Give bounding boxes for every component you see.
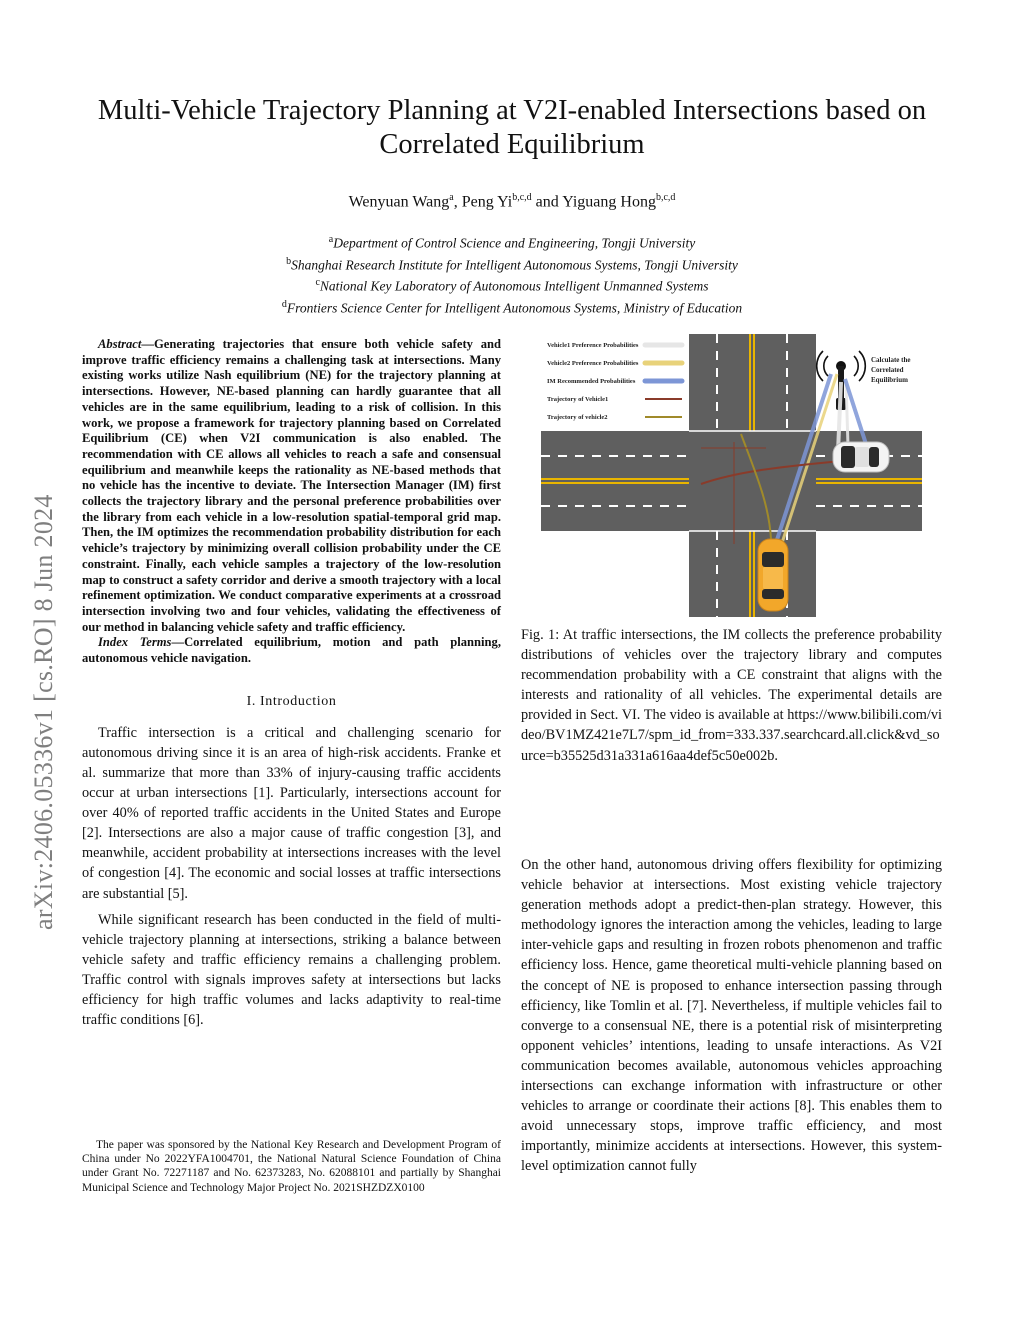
affiliation-sup: a [328,234,334,245]
affiliation-text: Frontiers Science Center for Intelligent Autonomous Systems, Ministry of Education [286,300,743,316]
author-sup: b,c,d [512,192,532,203]
author-sup: a [449,192,454,203]
affiliation-sup: b [286,255,292,267]
funding-footnote: The paper was sponsored by the National Key Research and Development Program of China under No 2022YFA1004701, the National Natural Science Foundation of China under Grant No. 72271187 and No. 62373283, No. 62088101 and partially by Shanghai Municipal Science and Technology Major Project No. 2021SHZDZX0100 [82,1139,501,1194]
affiliation-text: Department of Control Science and Engineering, Tongji University [333,235,696,251]
left-column [82,337,501,1036]
legend-item-traj1: Trajectory of Vehicle1 [547,396,609,403]
affiliation-line [70,274,954,296]
intersection-illustration [541,334,922,617]
legend-item-traj2: Trajectory of vehicle2 [547,414,608,421]
right-column-body [521,855,942,1177]
abstract [82,337,501,635]
legend-item-vehicle1-pref: Vehicle1 Preference Probabilities [547,342,639,349]
index-terms-label: Index Terms [98,635,172,650]
intro-paragraph-3: On the other hand, autonomous driving offers flexibility for optimizing vehicle behavior at intersections. Most existing vehicle trajectory generation methods adopt a predict-then-plan strategy. However, this methodology ignores the interaction among the vehicles, leading to large inter-vehicle gaps and resulting in frozen robots phenomenon and traffic efficiency loss. Hence, game theoretical multi-vehicle planning based on the concept of NE is proposed to enhance intersection passing through efficiency, like Tomlin et al. [7]. Nevertheless, if multiple vehicles fail to converge to a consensual NE, there is a potential risk of misinterpreting opponent vehicles’ intentions, leading to unsafe interactions. As V2I communication becomes available, autonomous vehicles approaching intersections can exchange information with infrastructure or other vehicles to arrange or coordinate their actions [8]. This enables them to avoid unnecessary stops, improve traffic efficiency, and most importantly, minimize accidents at intersections. However, this system-level optimization cannot fully [521,857,942,1175]
author-list [70,192,954,211]
caption-video-link[interactable]: https://www.bilibili.com/video/BV1MZ421e7L7/spm_id_from=333.337.searchcard.all.click&vd_source=b35525d31a331a616aa4def5c50e002b. [521,707,942,764]
affiliation-sup: d [281,299,287,311]
index-terms [82,635,501,666]
abstract-label: Abstract [98,337,142,351]
author-name: Wenyuan Wang [348,193,450,211]
affiliations [70,231,954,318]
arxiv-stamp: arXiv:2406.05336v1 [cs.RO] 8 Jun 2024 [29,494,58,930]
section-heading: I. Introduction [246,693,337,709]
vehicle-2-icon [758,539,788,611]
intro-paragraph-2: While significant research has been conducted in the field of multi-vehicle trajectory planning at intersections, striking a balance between vehicle safety and traffic efficiency remains a challenging problem. Traffic control with signals improves safety at intersections but lacks efficiency for high traffic volumes and lacks adaptivity to real-time traffic conditions [6]. [82,911,501,1029]
index-terms-text: —Correlated equilibrium, motion and path planning, autonomous vehicle navigation. [82,635,501,666]
paper-title: Multi-Vehicle Trajectory Planning at V2I-enabled Intersections based on Correlated Equilibrium [97,95,927,160]
callout-line: Equilibrium [871,376,908,384]
caption-text: Fig. 1: At traffic intersections, the IM collects the preference probability distributions of vehicles over the trajectory library and computes recommendation probability with a CE constraint that aligns with the interests and rationality of all vehicles. The experimental details are provided in Sect. VI. The video is available at [521,627,942,724]
intro-paragraph-1: Traffic intersection is a critical and challenging scenario for autonomous driving since it is an area of high-risk accidents. Franke et al. summarize that more than 33% of injury-causing traffic accidents occur at urban intersections [1]. Particularly, intersections account for over 40% of reported traffic accidents in the United States and Europe [2]. Intersections are also a major cause of traffic congestion [3], and meanwhile, accident probability at intersections increases with the level of congestion [4]. The economic and social losses at traffic intersections are substantial [5]. [82,724,501,902]
callout-line: Calculate the [871,356,911,364]
callout-line: Correlated [871,366,904,374]
author-sup: b,c,d [655,192,676,203]
figure-caption [521,625,942,766]
figure-intersection [541,334,922,617]
affiliation-text: Shanghai Research Institute for Intelligent Autonomous Systems, Tongji University [291,257,738,273]
affiliation-line [70,231,954,253]
abstract-text: —Generating trajectories that ensure both vehicle safety and improve traffic efficiency remains a challenging task at intersections. Many existing works utilize Nash equilibrium (NE) for the trajectory planning at intersections. However, NE-based planning can hardly guarantee that all vehicles are in the same equilibrium, leading to a risk of collision. In this work, we propose a framework for trajectory planning based on Correlated Equilibrium (CE) when V2I communication is also enabled. The recommendation with CE allows all vehicles to reach a safe and consensual equilibrium and meanwhile keeps the rationality as NE-based methods that no vehicle has the incentive to deviate. The Intersection Manager (IM) first collects the trajectory library and the personal preference probabilities over the library from each vehicle in a low-resolution spatial-temporal grid map. Then, the IM optimizes the recommendation probability distribution for each vehicle’s trajectory by minimizing overall collision probability under the CE constraint. Finally, each vehicle samples a trajectory of the low-resolution map to construct a safety corridor and derive a smooth trajectory with a local refinement optimization. We conduct comparative experiments at a crossroad intersection involving two and four vehicles, validating the effectiveness of our method in balancing vehicle safety and traffic efficiency. [82,337,501,634]
vehicle-1-icon [833,442,889,472]
author-name: Yiguang Hong [562,193,656,211]
author-name: Peng Yi [461,193,513,211]
author-separator: , [453,193,462,211]
legend-item-im-rec: IM Recommended Probabilities [547,378,636,385]
affiliation-line [70,253,954,275]
affiliation-sup: c [315,277,320,289]
author-separator: and [531,193,563,211]
affiliation-line [70,296,954,318]
affiliation-text: National Key Laboratory of Autonomous Intelligent Unmanned Systems [319,278,709,294]
legend-item-vehicle2-pref: Vehicle2 Preference Probabilities [547,360,639,367]
